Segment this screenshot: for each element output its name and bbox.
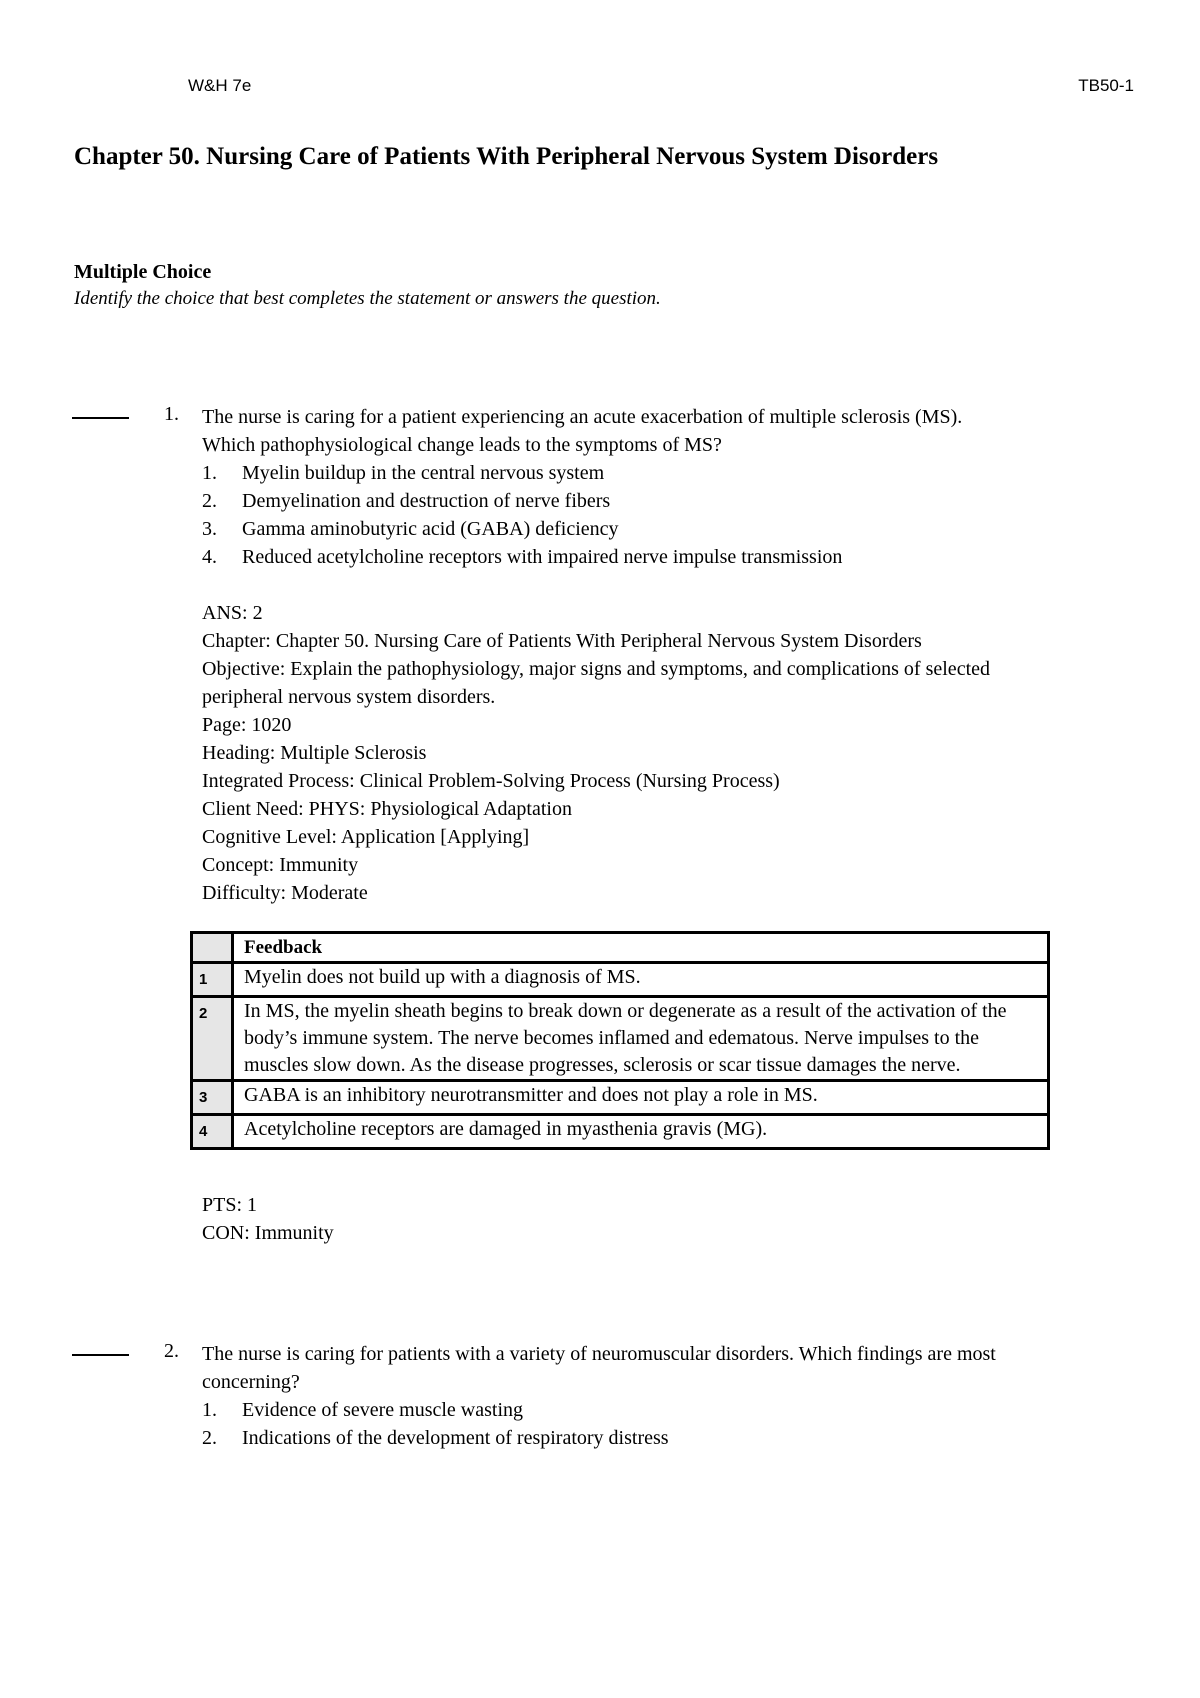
answer-option [202, 459, 1172, 487]
meta-chapter: Chapter: Chapter 50. Nursing Care of Patients With Peripheral Nervous System Disorders [202, 630, 922, 652]
feedback-text: GABA is an inhibitory neurotransmitter and does not play a role in MS. [233, 1081, 1049, 1115]
question-number-1: 1. [164, 403, 179, 425]
answer-blank-2[interactable] [72, 1354, 129, 1356]
option-text: Myelin buildup in the central nervous system [242, 462, 605, 484]
feedback-row [192, 1081, 1049, 1115]
meta-heading: Heading: Multiple Sclerosis [202, 742, 427, 764]
running-header-left: W&H 7e [188, 76, 252, 95]
meta-difficulty: Difficulty: Moderate [202, 882, 368, 904]
feedback-header: Feedback [233, 933, 1049, 963]
answer-option [202, 1396, 1172, 1424]
feedback-text: Myelin does not build up with a diagnosis of MS. [233, 963, 1049, 997]
option-number: 4. [202, 546, 217, 568]
answer-option [202, 487, 1172, 515]
meta-cognitive-level: Cognitive Level: Application [Applying] [202, 826, 530, 848]
feedback-row-number: 2 [192, 997, 233, 1081]
meta-concept: Concept: Immunity [202, 854, 359, 876]
feedback-text: Acetylcholine receptors are damaged in myasthenia gravis (MG). [233, 1115, 1049, 1149]
question-stem-line: The nurse is caring for a patient experiencing an acute exacerbation of multiple sclerosis (MS). [202, 406, 963, 428]
option-text: Indications of the development of respiratory distress [242, 1427, 669, 1449]
option-number: 3. [202, 518, 217, 540]
option-number: 1. [202, 462, 217, 484]
feedback-row [192, 963, 1049, 997]
feedback-corner-cell [192, 933, 233, 963]
feedback-row [192, 1115, 1049, 1149]
question-2 [202, 1340, 1172, 1452]
answer-options [202, 1396, 1172, 1452]
answer-option [202, 515, 1172, 543]
points: PTS: 1 [202, 1194, 258, 1216]
answer-options [202, 459, 1172, 571]
meta-client-need: Client Need: PHYS: Physiological Adaptation [202, 798, 572, 820]
feedback-row-number: 3 [192, 1081, 233, 1115]
meta-objective: Objective: Explain the pathophysiology, major signs and symptoms, and complications of selected [202, 658, 990, 680]
question-1-footer [202, 1191, 334, 1247]
meta-process: Integrated Process: Clinical Problem-Solving Process (Nursing Process) [202, 770, 780, 792]
running-header-right: TB50-1 [1078, 76, 1134, 95]
option-text: Evidence of severe muscle wasting [242, 1399, 524, 1421]
concept-tag: CON: Immunity [202, 1222, 334, 1244]
question-stem-line: Which pathophysiological change leads to the symptoms of MS? [202, 434, 722, 456]
feedback-table [190, 931, 1050, 1150]
question-1 [202, 403, 1172, 907]
answer-option [202, 543, 1172, 571]
answer-blank-1[interactable] [72, 417, 129, 419]
meta-page: Page: 1020 [202, 714, 292, 736]
section-heading: Multiple Choice [74, 261, 212, 283]
question-stem-line: The nurse is caring for patients with a variety of neuromuscular disorders. Which findings are most [202, 1343, 996, 1365]
question-metadata [202, 599, 1172, 907]
section-instructions: Identify the choice that best completes the statement or answers the question. [74, 288, 661, 309]
feedback-row [192, 997, 1049, 1081]
meta-objective: peripheral nervous system disorders. [202, 686, 496, 708]
answer-option [202, 1424, 1172, 1452]
feedback-header-row [192, 933, 1049, 963]
option-text: Demyelination and destruction of nerve fibers [242, 490, 611, 512]
option-number: 2. [202, 490, 217, 512]
feedback-text: In MS, the myelin sheath begins to break down or degenerate as a result of the activation of the body’s immune system. The nerve becomes inflamed and edematous. Nerve impulses to the muscles slow down. As the disease progresses, sclerosis or scar tissue damages the nerve. [233, 997, 1049, 1081]
question-stem-line: concerning? [202, 1371, 300, 1393]
option-number: 1. [202, 1399, 217, 1421]
feedback-row-number: 1 [192, 963, 233, 997]
question-number-2: 2. [164, 1340, 179, 1362]
answer-key: ANS: 2 [202, 602, 263, 624]
feedback-row-number: 4 [192, 1115, 233, 1149]
option-text: Reduced acetylcholine receptors with impaired nerve impulse transmission [242, 546, 843, 568]
option-number: 2. [202, 1427, 217, 1449]
option-text: Gamma aminobutyric acid (GABA) deficiency [242, 518, 619, 540]
chapter-title: Chapter 50. Nursing Care of Patients With Peripheral Nervous System Disorders [74, 143, 939, 170]
